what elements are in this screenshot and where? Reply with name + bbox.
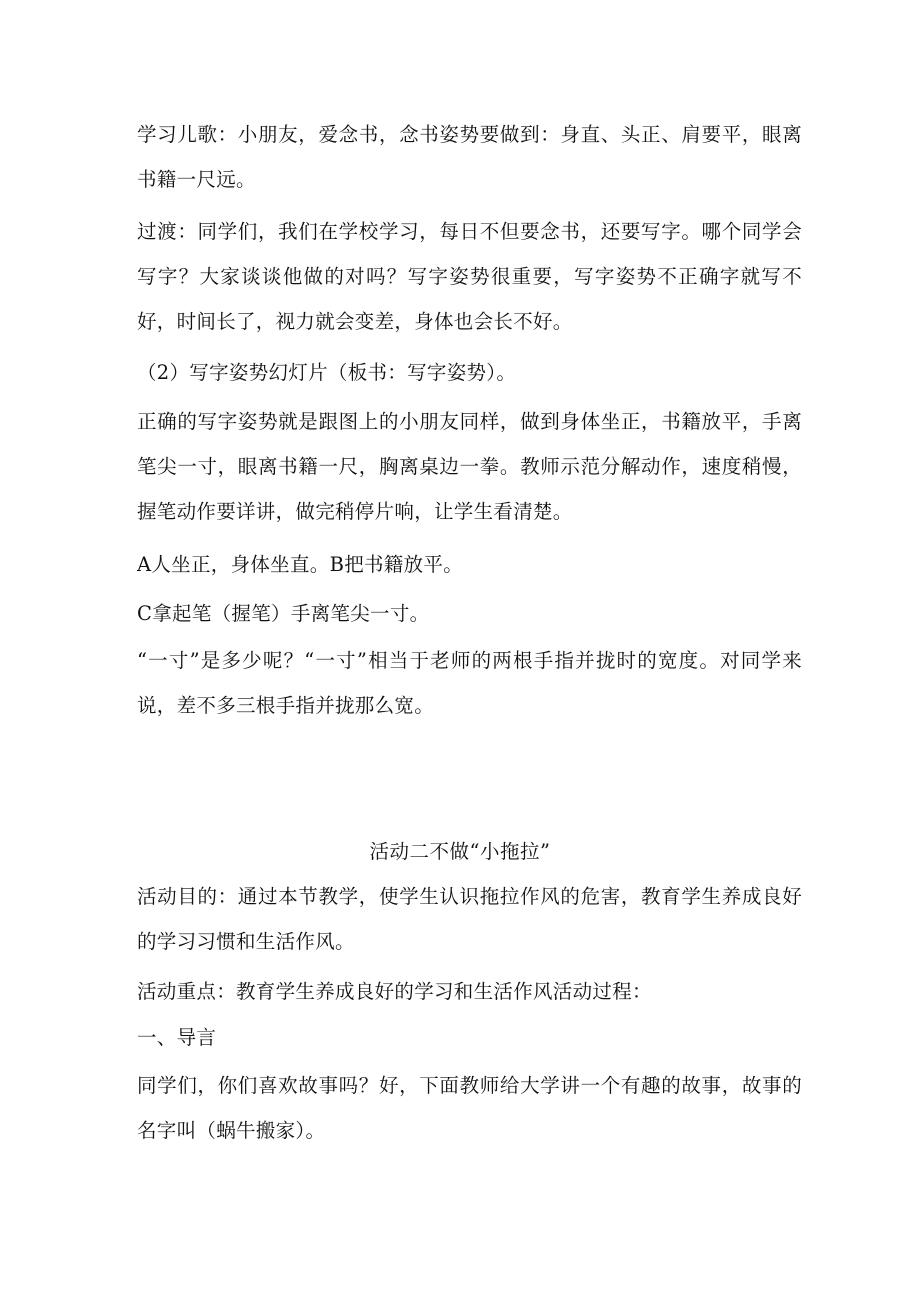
paragraph-activity-goal: 活动目的：通过本节教学，使学生认识拖拉作风的危害，教育学生养成良好的学习习惯和生活作风。 [137, 885, 802, 953]
paragraph-writing-posture-slide: （2）写字姿势幻灯片（板书：写字姿势）。 [137, 361, 517, 384]
paragraph-step-a-b: A人坐正，身体坐直。B把书籍放平。 [137, 553, 464, 576]
paragraph-step-c: C拿起笔（握笔）手离笔尖一寸。 [137, 602, 430, 625]
paragraph-activity-focus: 活动重点：教育学生养成良好的学习和生活作风活动过程： [137, 980, 652, 1003]
section-title: 活动二不做“小拖拉” [369, 840, 551, 863]
paragraph-transition: 过渡：同学们，我们在学校学习，每日不但要念书，还要写字。哪个同学会写字？大家谈谈他做的对吗？写字姿势很重要，写字姿势不正确字就写不好，时间长了，视力就会变差，身体也会长不好。 [137, 220, 802, 333]
paragraph-nursery-rhyme: 学习儿歌：小朋友，爱念书，念书姿势要做到：身直、头正、肩要平，眼离书籍一尺远。 [137, 123, 802, 191]
paragraph-correct-posture: 正确的写字姿势就是跟图上的小朋友同样，做到身体坐正，书籍放平，手离笔尖一寸，眼离书籍一尺，胸离桌边一拳。教师示范分解动作，速度稍慢，握笔动作要详讲，做完稍停片响，让学生看清楚。 [137, 410, 802, 523]
paragraph-introduction-heading: 一、导言 [137, 1026, 217, 1049]
paragraph-story-intro: 同学们，你们喜欢故事吗？好，下面教师给大学讲一个有趣的故事，故事的名字叫（蜗牛搬家）。 [137, 1074, 802, 1142]
paragraph-one-inch: “一寸”是多少呢？“一寸”相当于老师的两根手指并拢时的宽度。对同学来说，差不多三根手指并拢那么宽。 [137, 649, 802, 717]
